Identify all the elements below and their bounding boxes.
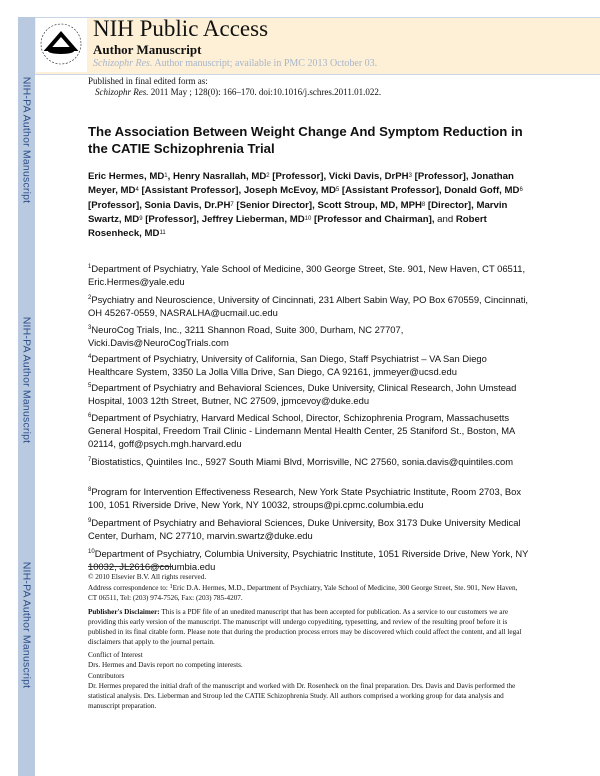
affiliation-number: 7 [88,457,92,463]
nih-seal-icon [36,18,87,72]
author-name: Jeffrey Lieberman, MD [201,213,305,225]
sidebar-label [18,300,35,460]
affiliation-text: Department of Psychiatry and Behavioral Sciences, Duke University, Box 3173 Duke University Medical Center, Durham, NC 27710, marvin.swartz@duke.edu [88,517,521,541]
affiliation [88,352,533,378]
header-journal: Schizophr Res. [93,58,153,69]
copyright: © 2010 Elsevier B.V. All rights reserved. [88,573,207,581]
published-info [88,76,381,98]
contributors-label: Contributors [88,672,125,680]
affiliation [88,323,533,349]
author-name: Marvin Swartz, MD [88,199,508,225]
sidebar-label-text: NIH-PA Author Manuscript [20,76,33,204]
author-role: [Assistant Professor] [341,185,439,197]
published-label: Published in final edited form as: [88,76,208,86]
affiliation-number: 6 [88,413,92,419]
header-subtitle: Author Manuscript [93,42,202,57]
affiliation [88,262,533,288]
author-role: [Senior Director] [236,199,313,211]
author-affiliation-sup: 6 [519,187,523,194]
affiliation-number: 5 [88,383,92,389]
author-affiliation-sup: 11 [159,230,166,237]
author-name: Scott Stroup, MD, MPH [317,199,422,211]
affiliation-number: 10 [88,549,95,555]
affiliation-text: Department of Psychiatry, Yale School of Medicine, 300 George Street, Ste. 901, New Haven, CT 06511, Eric.Hermes@yale.edu [88,263,526,287]
author-affiliation-sup: 4 [135,187,139,194]
affiliation-text: Biostatistics, Quintiles Inc., 5927 South Miami Blvd, Morrisville, NC 27560, sonia.davis@quintiles.com [91,456,514,467]
author-affiliation-sup: 8 [421,201,426,208]
header-title: NIH Public Access [93,16,269,41]
affiliation [88,293,533,319]
author-role: [Professor] [88,199,140,211]
author-name: Donald Goff, MD [444,185,520,197]
author-role: [Professor] [145,213,197,225]
sidebar-label-text: NIH-PA Author Manuscript [20,561,33,689]
author-list: Eric Hermes, $MD^1$, Henry Nasrallah, $MD^2$ [Professor], Vicki Davis, DrPH$^3$ [Professor], Jonathan Meyer, $MD^4$ [Assistant Professor], Joseph McEvoy, $MD^5$ [Assistant Professor], Donald Goff, $MD^6$ [Professor], Sonia Davis, $Dr.PH^7$ [Senior Director], Scott Stroup, MD, MPH$^8$ [Director], Marvin Swartz, $MD^9$ [Professor], Jeffrey Lieberman, MD$^{10}$ [Professor and Chairman], and Robert Rosenheck, MD$^{11}$ [88,171,523,240]
correspondence-sup: 1 [169,584,173,590]
affiliation-text: Program for Intervention Effectiveness Research, New York State Psychiatric Institute, Room 2703, Box 100, 1051 Riverside Drive, New York, NY 10032, stroups@pi.cpmc.columbia.edu [88,486,522,510]
affiliation-text: Psychiatry and Neuroscience, University of Cincinnati, 231 Albert Sabin Way, PO Box 670559, Cincinnati, OH 45267-0559, NASRALHA@ucmail.uc.edu [88,294,529,318]
author-affiliation-sup: 7 [230,201,234,208]
affiliation-number: 4 [88,354,92,360]
author-name: Sonia Davis, Dr.PH [144,199,231,211]
affiliation [88,547,533,573]
footnote-divider [88,566,172,567]
author-affiliation-sup: 10 [304,215,312,222]
author-affiliation-sup: 9 [139,215,143,222]
authors-and: and [437,213,454,225]
author-affiliation-sup: 2 [266,173,270,179]
affiliation [88,411,533,450]
header-availability [93,58,377,69]
article-title: The Association Between Weight Change And Symptom Reduction in the CATIE Schizophrenia Trial [88,124,523,156]
affiliation-text: NeuroCog Trials, Inc., 3211 Shannon Road, Suite 300, Durham, NC 27707, Vicki.Davis@NeuroCogTrials.com [88,324,404,348]
contributors-text: Dr. Hermes prepared the initial draft of the manuscript and worked with Dr. Rosenheck on the final preparation. Drs. Davis and Davis performed the statistical analysis. Drs. Lieberman and Stroup led the CATIE Schizophrenia Study. All authors comprised a working group for data analysis and manuscript preparation. [88,682,516,710]
affiliation-number: 1 [88,264,92,270]
affiliation-number: 2 [88,295,92,301]
sidebar-label-text: NIH-PA Author Manuscript [20,316,33,444]
author-name: Joseph McEvoy, MD [243,185,336,197]
publisher-disclaimer [88,607,528,647]
disclaimer-label: Publisher's Disclaimer: [88,608,160,616]
affiliation-text: Department of Psychiatry, University of California, San Diego, Staff Psychiatrist – VA San Diego Healthcare System, 3350 La Jolla Villa Drive, San Diego, CA 92161, jmmeyer@ucsd.edu [88,353,487,377]
author-affiliation-sup: 5 [335,187,340,194]
sidebar-label [18,60,35,220]
author-name: Jonathan Meyer, MD [88,171,514,197]
affiliation-number: 9 [88,518,92,524]
author-role: [Director] [427,199,472,211]
affiliation [88,455,533,468]
affiliation-text: Department of Psychiatry and Behavioral Sciences, Duke University, Clinical Research, John Umstead Hospital, 1003 12th Street, Butner, NC 27509, jpmcevoy@duke.edu [88,382,517,406]
published-citation[interactable]: 2011 May ; 128(0): 166–170. doi:10.1016/j.schres.2011.01.022. [150,87,382,97]
correspondence-text: Eric D.A. Hermes, M.D., Department of Psychiatry, Yale School of Medicine, 300 George Street, Ste. 901, New Haven, CT 06511, Tel: (203) 974-7526, Fax: (203) 785-4207. [88,584,518,602]
conflict-label: Conflict of Interest [88,651,143,659]
conflict-text: Drs. Hermes and Davis report no competing interests. [88,661,243,669]
affiliation-text: Department of Psychiatry, Columbia University, Psychiatric Institute, 1051 Riverside Drive, New York, NY 10032, JL2616@columbia.edu [88,548,529,572]
author-role: [Professor] [272,171,324,182]
sidebar-label [18,545,35,705]
header-availability-text: Author manuscript; available in PMC 2013 October 03. [154,58,378,69]
author-role: [Professor and Chairman] [314,213,432,225]
affiliation [88,381,533,407]
author-affiliation-sup: 1 [164,173,168,179]
author-role: [Assistant Professor] [141,185,239,197]
author-name: Vicki Davis, DrPH [328,171,409,182]
author-name: Robert Rosenheck, MD [88,213,487,240]
affiliation [88,485,533,511]
correspondence-label: Address correspondence to: [88,584,168,592]
correspondence [88,583,528,603]
author-affiliation-sup: 3 [408,173,412,179]
author-name: Henry Nasrallah, MD [172,171,267,182]
affiliation-number: 8 [88,487,92,493]
disclaimer-text: This is a PDF file of an unedited manuscript that has been accepted for publication. As a service to our customers we are providing this early version of the manuscript. The manuscript will undergo copyediting, typesetting, and review of the resulting proof before it is published in its final citable form. Please note that during the production process errors may be discovered which could affect the content, and all legal disclaimers that apply to the journal pertain. [88,608,522,646]
affiliation [88,516,533,542]
published-journal[interactable]: Schizophr Res. [95,87,149,97]
affiliation-number: 3 [88,325,92,331]
author-name: Eric Hermes, MD [88,171,165,182]
author-role: [Professor] [414,171,466,182]
affiliation-text: Department of Psychiatry, Harvard Medical School, Director, Schizophrenia Program, Massachusetts General Hospital, Freedom Trail Clinic - Lindemann Mental Health Center, 25 Staniford St., Boston, MA 02114, goff@psych.mgh.harvard.edu [88,412,515,449]
nih-logo [36,18,87,72]
